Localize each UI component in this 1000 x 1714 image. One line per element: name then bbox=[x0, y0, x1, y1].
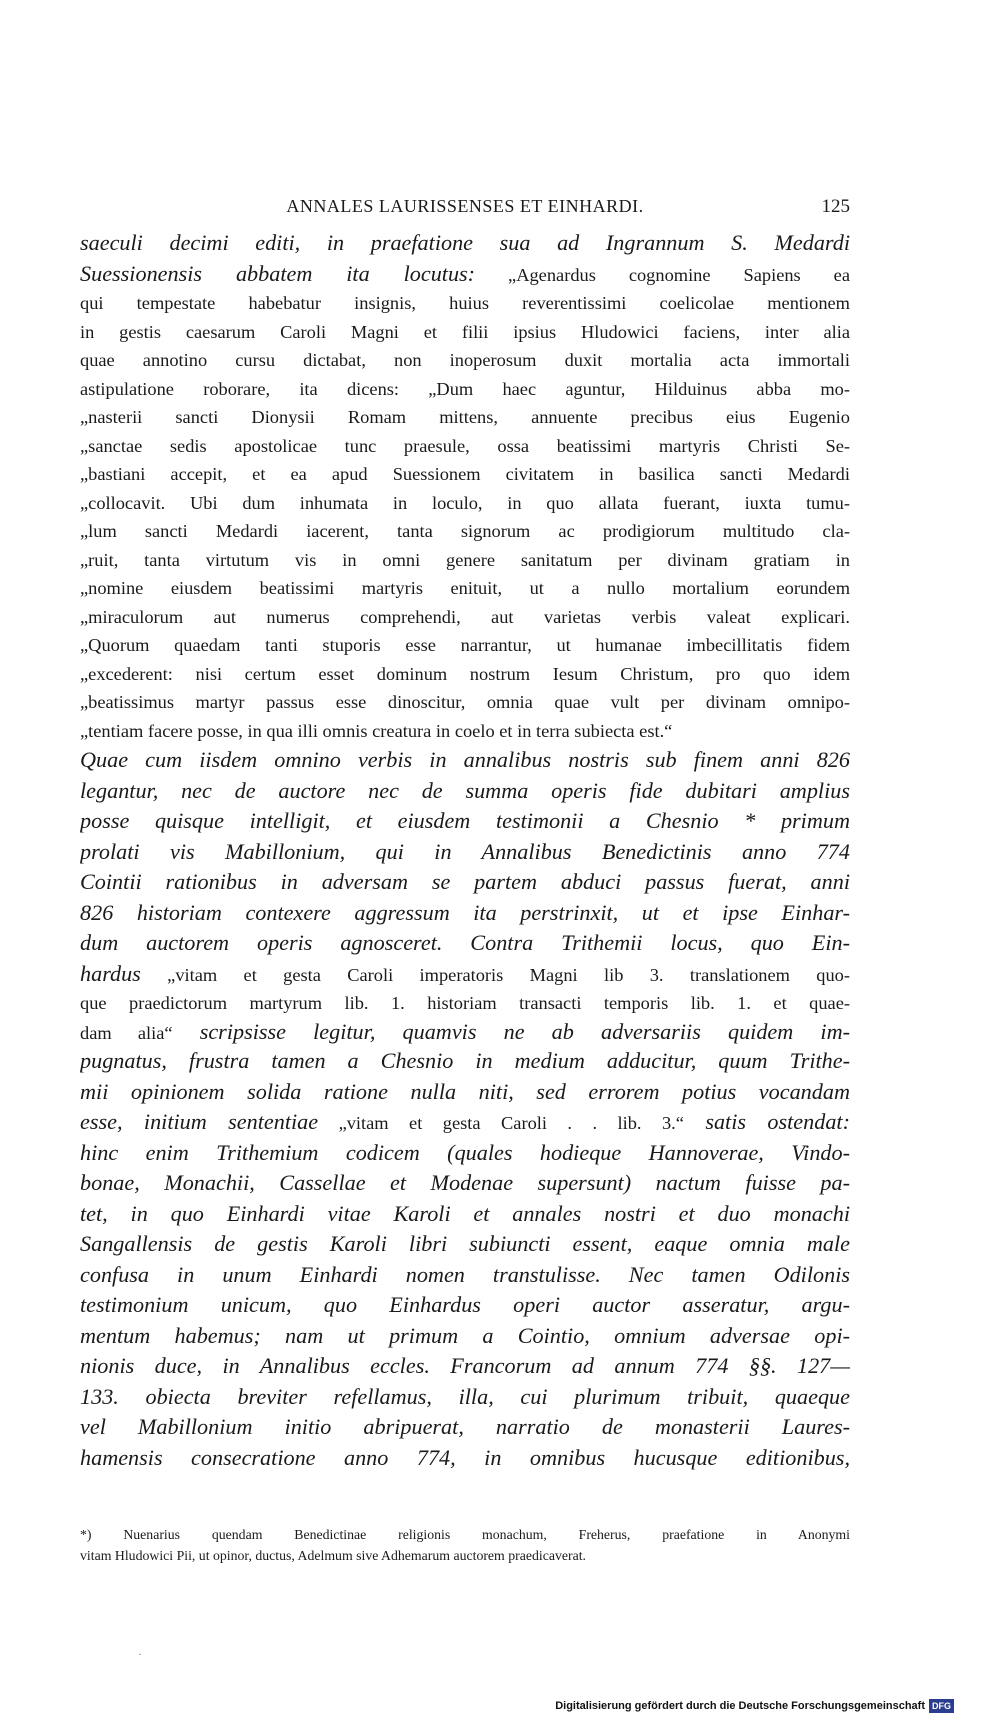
line-text: vel Mabillonium initio abripuerat, narratio de monasterii Laures- bbox=[80, 1414, 850, 1439]
footnote bbox=[80, 1524, 850, 1566]
text-line bbox=[80, 375, 850, 404]
line-text: nionis duce, in Annalibus eccles. Francorum ad annum 774 §§. 127— bbox=[80, 1353, 850, 1378]
text-line bbox=[80, 837, 850, 868]
text-line bbox=[80, 489, 850, 518]
footnote-line: *) Nuenarius quendam Benedictinae religionis monachum, Freherus, praefatione in Anonymi bbox=[80, 1527, 850, 1542]
line-text-roman: „vitam et gesta Caroli . . lib. 3.“ bbox=[318, 1113, 684, 1133]
running-title: ANNALES LAURISSENSES ET EINHARDI. bbox=[286, 196, 644, 216]
line-text: „beatissimus martyr passus esse dinoscitur, omnia quae vult per divinam omnipo- bbox=[80, 692, 850, 712]
line-text: „sanctae sedis apostolicae tunc praesule, ossa beatissimi martyris Christi Se- bbox=[80, 435, 850, 456]
text-line bbox=[80, 1107, 850, 1138]
line-text: hinc enim Trithemium codicem (quales hodieque Hannoverae, Vindo- bbox=[80, 1139, 850, 1165]
line-text: astipulatione roborare, ita dicens: „Dum haec aguntur, Hilduinus abba mo- bbox=[80, 378, 850, 399]
line-text: „nasterii sancti Dionysii Romam mittens, annuente precibus eius Eugenio bbox=[80, 407, 850, 427]
text-line bbox=[80, 1290, 850, 1321]
text-line bbox=[80, 1138, 850, 1169]
text-line bbox=[80, 1321, 850, 1352]
line-text: Cointii rationibus in adversam se partem abduci passus fuerat, anni bbox=[80, 869, 850, 894]
line-text: „excederent: nisi certum esset dominum nostrum Iesum Christum, pro quo idem bbox=[80, 663, 850, 684]
line-text-roman: „Agenardus cognomine Sapiens ea bbox=[475, 264, 850, 285]
text-line bbox=[80, 1412, 850, 1443]
text-line bbox=[80, 460, 850, 489]
line-text: Suessionensis abbatem ita locutus: bbox=[80, 260, 476, 286]
text-line bbox=[80, 928, 850, 959]
dfg-logo-icon: DFG bbox=[929, 1699, 954, 1713]
line-text: mii opinionem solida ratione nulla niti, sed errorem potius vocandam bbox=[80, 1078, 850, 1104]
text-line bbox=[80, 1351, 850, 1382]
line-text: „nomine eiusdem beatissimi martyris enituit, ut a nullo mortalium eorundem bbox=[80, 578, 850, 598]
line-text-roman: „vitam et gesta Caroli imperatoris Magni lib 3. translationem quo- bbox=[140, 964, 850, 985]
text-line bbox=[80, 546, 850, 575]
line-text: „collocavit. Ubi dum inhumata in loculo, in quo allata fuerant, iuxta tumu- bbox=[80, 492, 850, 513]
text-line bbox=[80, 717, 850, 746]
line-text: mentum habemus; nam ut primum a Cointio, omnium adversae opi- bbox=[80, 1322, 850, 1348]
line-text: Sangallensis de gestis Karoli libri subiuncti essent, eaque omnia male bbox=[80, 1231, 850, 1256]
text-line bbox=[80, 289, 850, 318]
text-line bbox=[80, 776, 850, 807]
line-text: pugnatus, frustra tamen a Chesnio in medium adducitur, quum Trithe- bbox=[80, 1048, 850, 1073]
text-line bbox=[80, 898, 850, 929]
text-line bbox=[80, 603, 850, 632]
text-line bbox=[80, 228, 850, 259]
line-text: prolati vis Mabillonium, qui in Annalibus Benedictinis anno 774 bbox=[80, 838, 850, 864]
text-line bbox=[80, 688, 850, 717]
text-line bbox=[80, 631, 850, 660]
text-line bbox=[80, 989, 850, 1018]
line-text-italic: scripsisse legitur, quamvis ne ab adversariis quidem im- bbox=[172, 1018, 850, 1044]
credit-text: Digitalisierung gefördert durch die Deutsche Forschungsgemeinschaft bbox=[555, 1700, 925, 1712]
text-line bbox=[80, 660, 850, 689]
text-line bbox=[80, 517, 850, 546]
digitization-credit bbox=[555, 1698, 954, 1714]
text-line bbox=[80, 1260, 850, 1291]
page-number: 125 bbox=[821, 196, 850, 217]
text-line bbox=[80, 574, 850, 603]
line-text-italic: satis ostendat: bbox=[683, 1109, 850, 1134]
line-text: testimonium unicum, quo Einhardus operi auctor asseratur, argu- bbox=[80, 1292, 850, 1317]
line-text: que praedictorum martyrum lib. 1. historiam transacti temporis lib. 1. et quae- bbox=[80, 993, 850, 1013]
line-text: 133. obiecta breviter refellamus, illa, cui plurimum tribuit, quaeque bbox=[80, 1383, 850, 1409]
line-text: hamensis consecratione anno 774, in omnibus hucusque editionibus, bbox=[80, 1444, 850, 1470]
line-text: hardus bbox=[80, 960, 141, 986]
text-line bbox=[80, 403, 850, 432]
text-line bbox=[80, 259, 850, 290]
text-line bbox=[80, 1046, 850, 1077]
line-text: posse quisque intelligit, et eiusdem testimonii a Chesnio * primum bbox=[80, 808, 850, 833]
line-text: dum auctorem operis agnosceret. Contra Trithemii locus, quo Ein- bbox=[80, 930, 850, 955]
line-text: „Quorum quaedam tanti stuporis esse narrantur, ut humanae imbecillitatis fidem bbox=[80, 635, 850, 655]
line-text: „tentiam facere posse, in qua illi omnis creatura in coelo et in terra subiecta est.“ bbox=[80, 720, 673, 741]
text-line bbox=[80, 346, 850, 375]
line-text: 826 historiam contexere aggressum ita perstrinxit, ut et ipse Einhar- bbox=[80, 899, 850, 925]
text-line bbox=[80, 1018, 850, 1047]
line-text: „ruit, tanta virtutum vis in omni genere sanitatum per divinam gratiam in bbox=[80, 549, 850, 570]
line-text: tet, in quo Einhardi vitae Karoli et annales nostri et duo monachi bbox=[80, 1200, 850, 1226]
line-text: confusa in unum Einhardi nomen transtulisse. Nec tamen Odilonis bbox=[80, 1261, 850, 1287]
body-text bbox=[80, 228, 850, 1473]
line-text: esse, initium sententiae bbox=[80, 1109, 319, 1134]
text-line bbox=[80, 1077, 850, 1108]
line-text: dam alia“ bbox=[80, 1022, 173, 1043]
text-line bbox=[80, 1199, 850, 1230]
line-text: qui tempestate habebatur insignis, huius reverentissimi coelicolae mentionem bbox=[80, 293, 850, 313]
line-text: quae annotino cursu dictabat, non inoperosum duxit mortalia acta immortali bbox=[80, 350, 850, 370]
line-text: in gestis caesarum Caroli Magni et filii ipsius Hludowici faciens, inter alia bbox=[80, 321, 850, 342]
line-text: „miraculorum aut numerus comprehendi, aut varietas verbis valeat explicari. bbox=[80, 606, 850, 627]
line-text: legantur, nec de auctore nec de summa operis fide dubitari amplius bbox=[80, 777, 850, 803]
line-text: saeculi decimi editi, in praefatione sua ad Ingrannum S. Medardi bbox=[80, 230, 850, 255]
line-text: Quae cum iisdem omnino verbis in annalibus nostris sub finem anni 826 bbox=[80, 747, 850, 772]
text-line bbox=[80, 432, 850, 461]
text-line bbox=[80, 959, 850, 990]
running-header bbox=[80, 194, 850, 224]
text-line bbox=[80, 1168, 850, 1199]
text-line bbox=[80, 1443, 850, 1474]
text-line bbox=[80, 1229, 850, 1260]
line-text: „lum sancti Medardi iacerent, tanta signorum ac prodigiorum multitudo cla- bbox=[80, 521, 850, 541]
page-mark: · bbox=[138, 1647, 142, 1661]
text-line bbox=[80, 745, 850, 776]
line-text: „bastiani accepit, et ea apud Suessionem civitatem in basilica sancti Medardi bbox=[80, 464, 850, 484]
text-line bbox=[80, 867, 850, 898]
footnote-line: vitam Hludowici Pii, ut opinor, ductus, Adelmum sive Adhemarum auctorem praedicaverat. bbox=[80, 1548, 586, 1563]
text-line bbox=[80, 318, 850, 347]
text-line bbox=[80, 806, 850, 837]
line-text: bonae, Monachii, Cassellae et Modenae supersunt) nactum fuisse pa- bbox=[80, 1170, 850, 1195]
text-line bbox=[80, 1382, 850, 1413]
